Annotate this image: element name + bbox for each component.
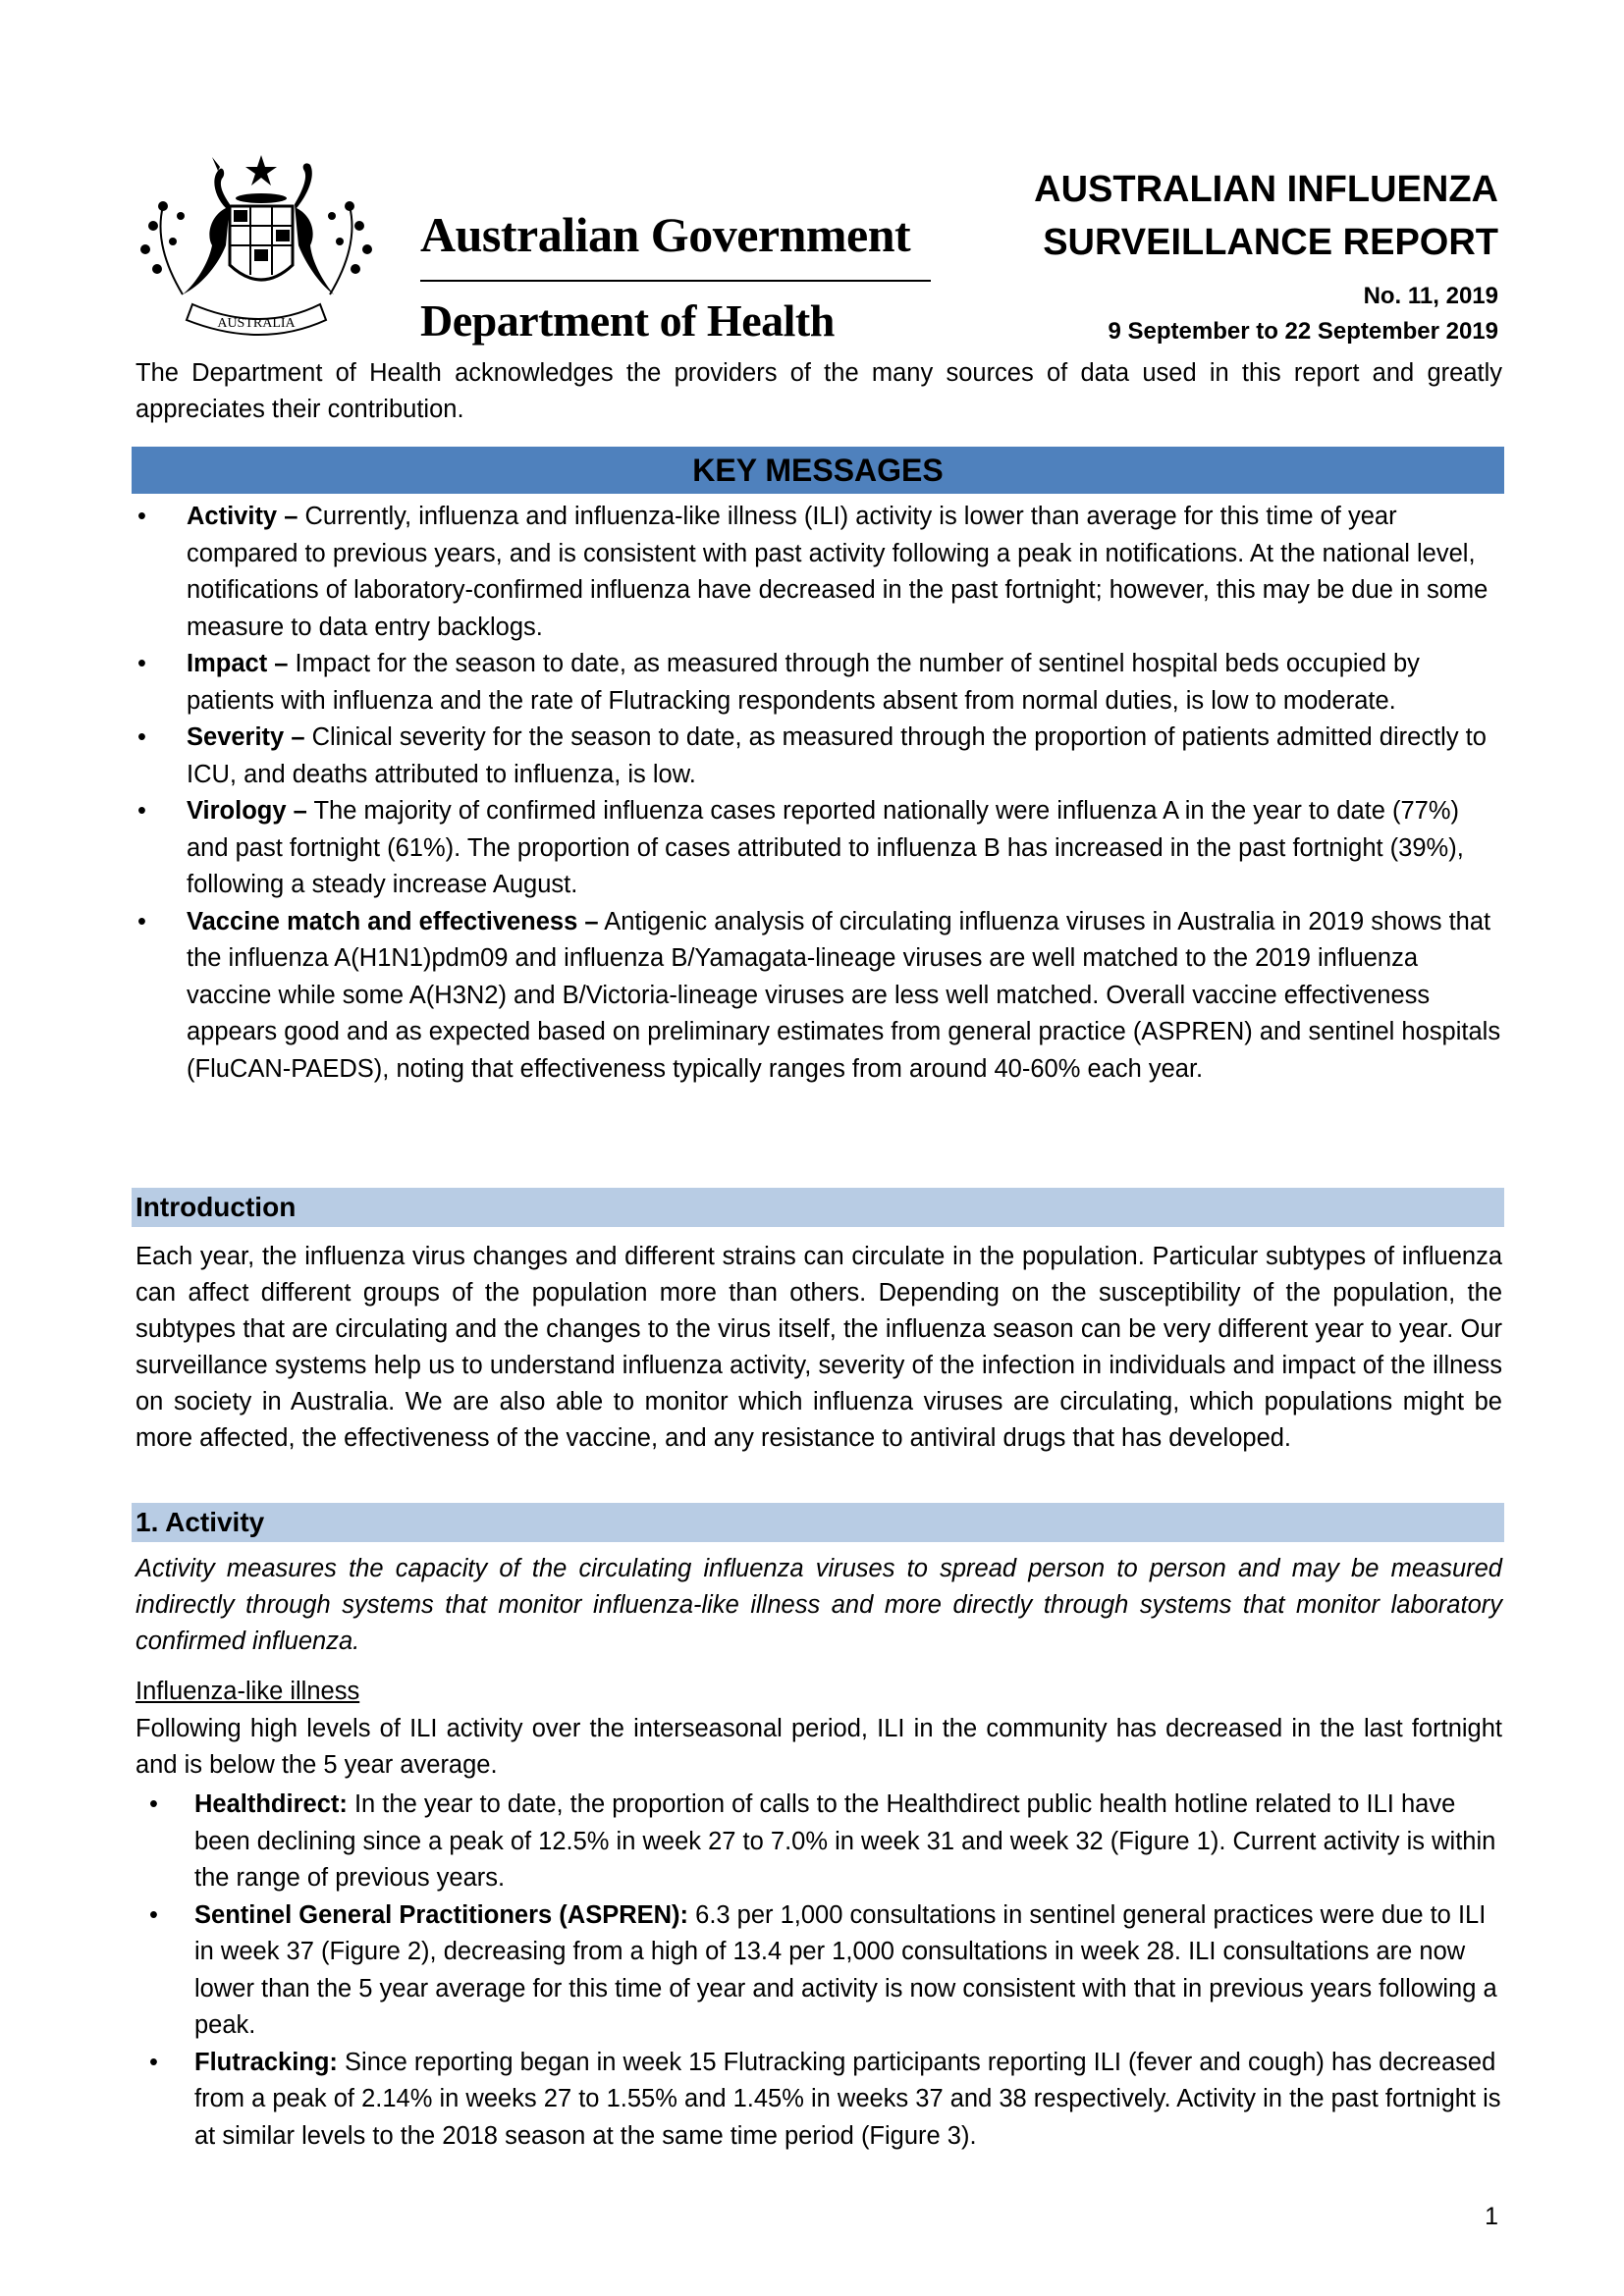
report-number-block (1108, 279, 1498, 349)
ili-text: Following high levels of ILI activity over the interseasonal period, ILI in the community has decreased in the last fortnight and is below the 5 year average. (135, 1715, 1502, 1779)
item-label: Healthdirect: (194, 1790, 348, 1818)
acknowledgement: The Department of Health acknowledges the providers of the many sources of data used in this report and greatly appreciates their contribution. (135, 359, 1502, 423)
ili-sources-list (135, 1787, 1502, 2155)
list-item (135, 1897, 1502, 2045)
item-text: In the year to date, the proportion of calls to the Healthdirect public health hotline related to ILI have been declining since a peak of 12.5% in week 27 to 7.0% in week 31 and week 32 (Figure 1). Current activity is within the range of previous years. (194, 1790, 1496, 1892)
header-divider (420, 280, 931, 282)
report-title-line-1: AUSTRALIAN INFLUENZA (1034, 169, 1498, 210)
bullet-icon: • (149, 2048, 158, 2076)
page-number: 1 (1485, 2203, 1498, 2230)
introduction-heading: Introduction (132, 1188, 1504, 1227)
bullet-icon: • (137, 797, 146, 825)
item-label: Vaccine match and effectiveness – (187, 907, 599, 935)
item-text: The majority of confirmed influenza cases reported nationally were influenza A in the year to date (77%) and past fortnight (61%). The proportion of cases attributed to influenza B has increased in the past fortnight (39%), following a steady increase August. (187, 797, 1464, 898)
bullet-icon: • (137, 723, 146, 751)
ili-subheading: Influenza-like illness (135, 1678, 360, 1705)
introduction-text: Each year, the influenza virus changes and different strains can circulate in the population. Particular subtypes of influenza can affect different groups of the population more than others. Depending on the susceptibility of the population, the subtypes that are circulating and the changes to the virus itself, the influenza season can be very different year to year. Our surveillance systems help us to understand influenza activity, severity of the infection in individuals and impact of the illness on society in Australia. We are also able to monitor which influenza viruses are circulating, which populations might be more affected, the effectiveness of the vaccine, and any resistance to antiviral drugs that has developed. (135, 1243, 1502, 1452)
item-label: Flutracking: (194, 2048, 338, 2076)
list-item (135, 2045, 1502, 2156)
item-label: Sentinel General Practitioners (ASPREN): (194, 1900, 689, 1929)
report-number: No. 11, 2019 (1363, 283, 1498, 309)
bullet-icon: • (149, 1790, 158, 1818)
report-period: 9 September to 22 September 2019 (1108, 318, 1498, 345)
activity-heading: 1. Activity (132, 1503, 1504, 1542)
key-messages-heading: KEY MESSAGES (132, 447, 1504, 494)
bullet-icon: • (137, 650, 146, 677)
list-item (135, 720, 1502, 793)
item-text: 6.3 per 1,000 consultations in sentinel general practices were due to ILI in week 37 (Figure 2), decreasing from a high of 13.4 per 1,000 consultations in week 28. ILI consultations are now lower than the 5 year average for this time of year and activity is now consistent with that in previous years following a peak. (194, 1900, 1497, 2039)
item-text: Clinical severity for the season to date, as measured through the proportion of patients admitted directly to ICU, and deaths attributed to influenza, is low. (187, 723, 1487, 788)
activity-intro: Activity measures the capacity of the circulating influenza viruses to spread person to person and may be measured indirectly through systems that monitor influenza-like illness and more directly through systems that monitor laboratory confirmed influenza. (135, 1555, 1502, 1655)
bullet-icon: • (149, 1900, 158, 1929)
item-label: Virology – (187, 797, 307, 825)
list-item (135, 793, 1502, 904)
coat-of-arms-logo (124, 147, 389, 358)
item-label: Activity – (187, 503, 298, 530)
list-item (135, 499, 1502, 646)
item-text: Since reporting began in week 15 Flutracking participants reporting ILI (fever and cough) has decreased from a peak of 2.14% in weeks 27 to 1.55% and 1.45% in weeks 37 and 38 respectively. Activity in the past fortnight is at similar levels to the 2018 season at the same time period (Figure 3). (194, 2048, 1501, 2150)
report-title (1034, 163, 1498, 269)
government-name: Australian Government (420, 207, 911, 262)
crest-motto: AUSTRALIA (217, 316, 296, 331)
item-label: Impact – (187, 650, 289, 677)
list-item (135, 904, 1502, 1089)
key-messages-list (135, 499, 1502, 1088)
list-item (135, 1787, 1502, 1897)
bullet-icon: • (137, 503, 146, 530)
department-name: Department of Health (420, 295, 835, 346)
list-item (135, 646, 1502, 720)
bullet-icon: • (137, 907, 146, 935)
item-text: Currently, influenza and influenza-like illness (ILI) activity is lower than average for this time of year compared to previous years, and is consistent with past activity following a peak in notifications. At the national level, notifications of laboratory-confirmed influenza have decreased in the past fortnight; however, this may be due in some measure to data entry backlogs. (187, 503, 1489, 641)
item-label: Severity – (187, 723, 305, 751)
item-text: Impact for the season to date, as measured through the number of sentinel hospital beds occupied by patients with influenza and the rate of Flutracking respondents absent from normal duties, is low to moderate. (187, 650, 1420, 715)
report-title-line-2: SURVEILLANCE REPORT (1043, 222, 1498, 263)
item-text: Antigenic analysis of circulating influenza viruses in Australia in 2019 shows that the influenza A(H1N1)pdm09 and influenza B/Yamagata-lineage viruses are well matched to the 2019 influenza vaccine while some A(H3N2) and B/Victoria-lineage viruses are less well matched. Overall vaccine effectiveness appears good and as expected based on preliminary estimates from general practice (ASPREN) and sentinel hospitals (FluCAN-PAEDS), noting that effectiveness typically ranges from around 40-60% each year. (187, 907, 1501, 1083)
